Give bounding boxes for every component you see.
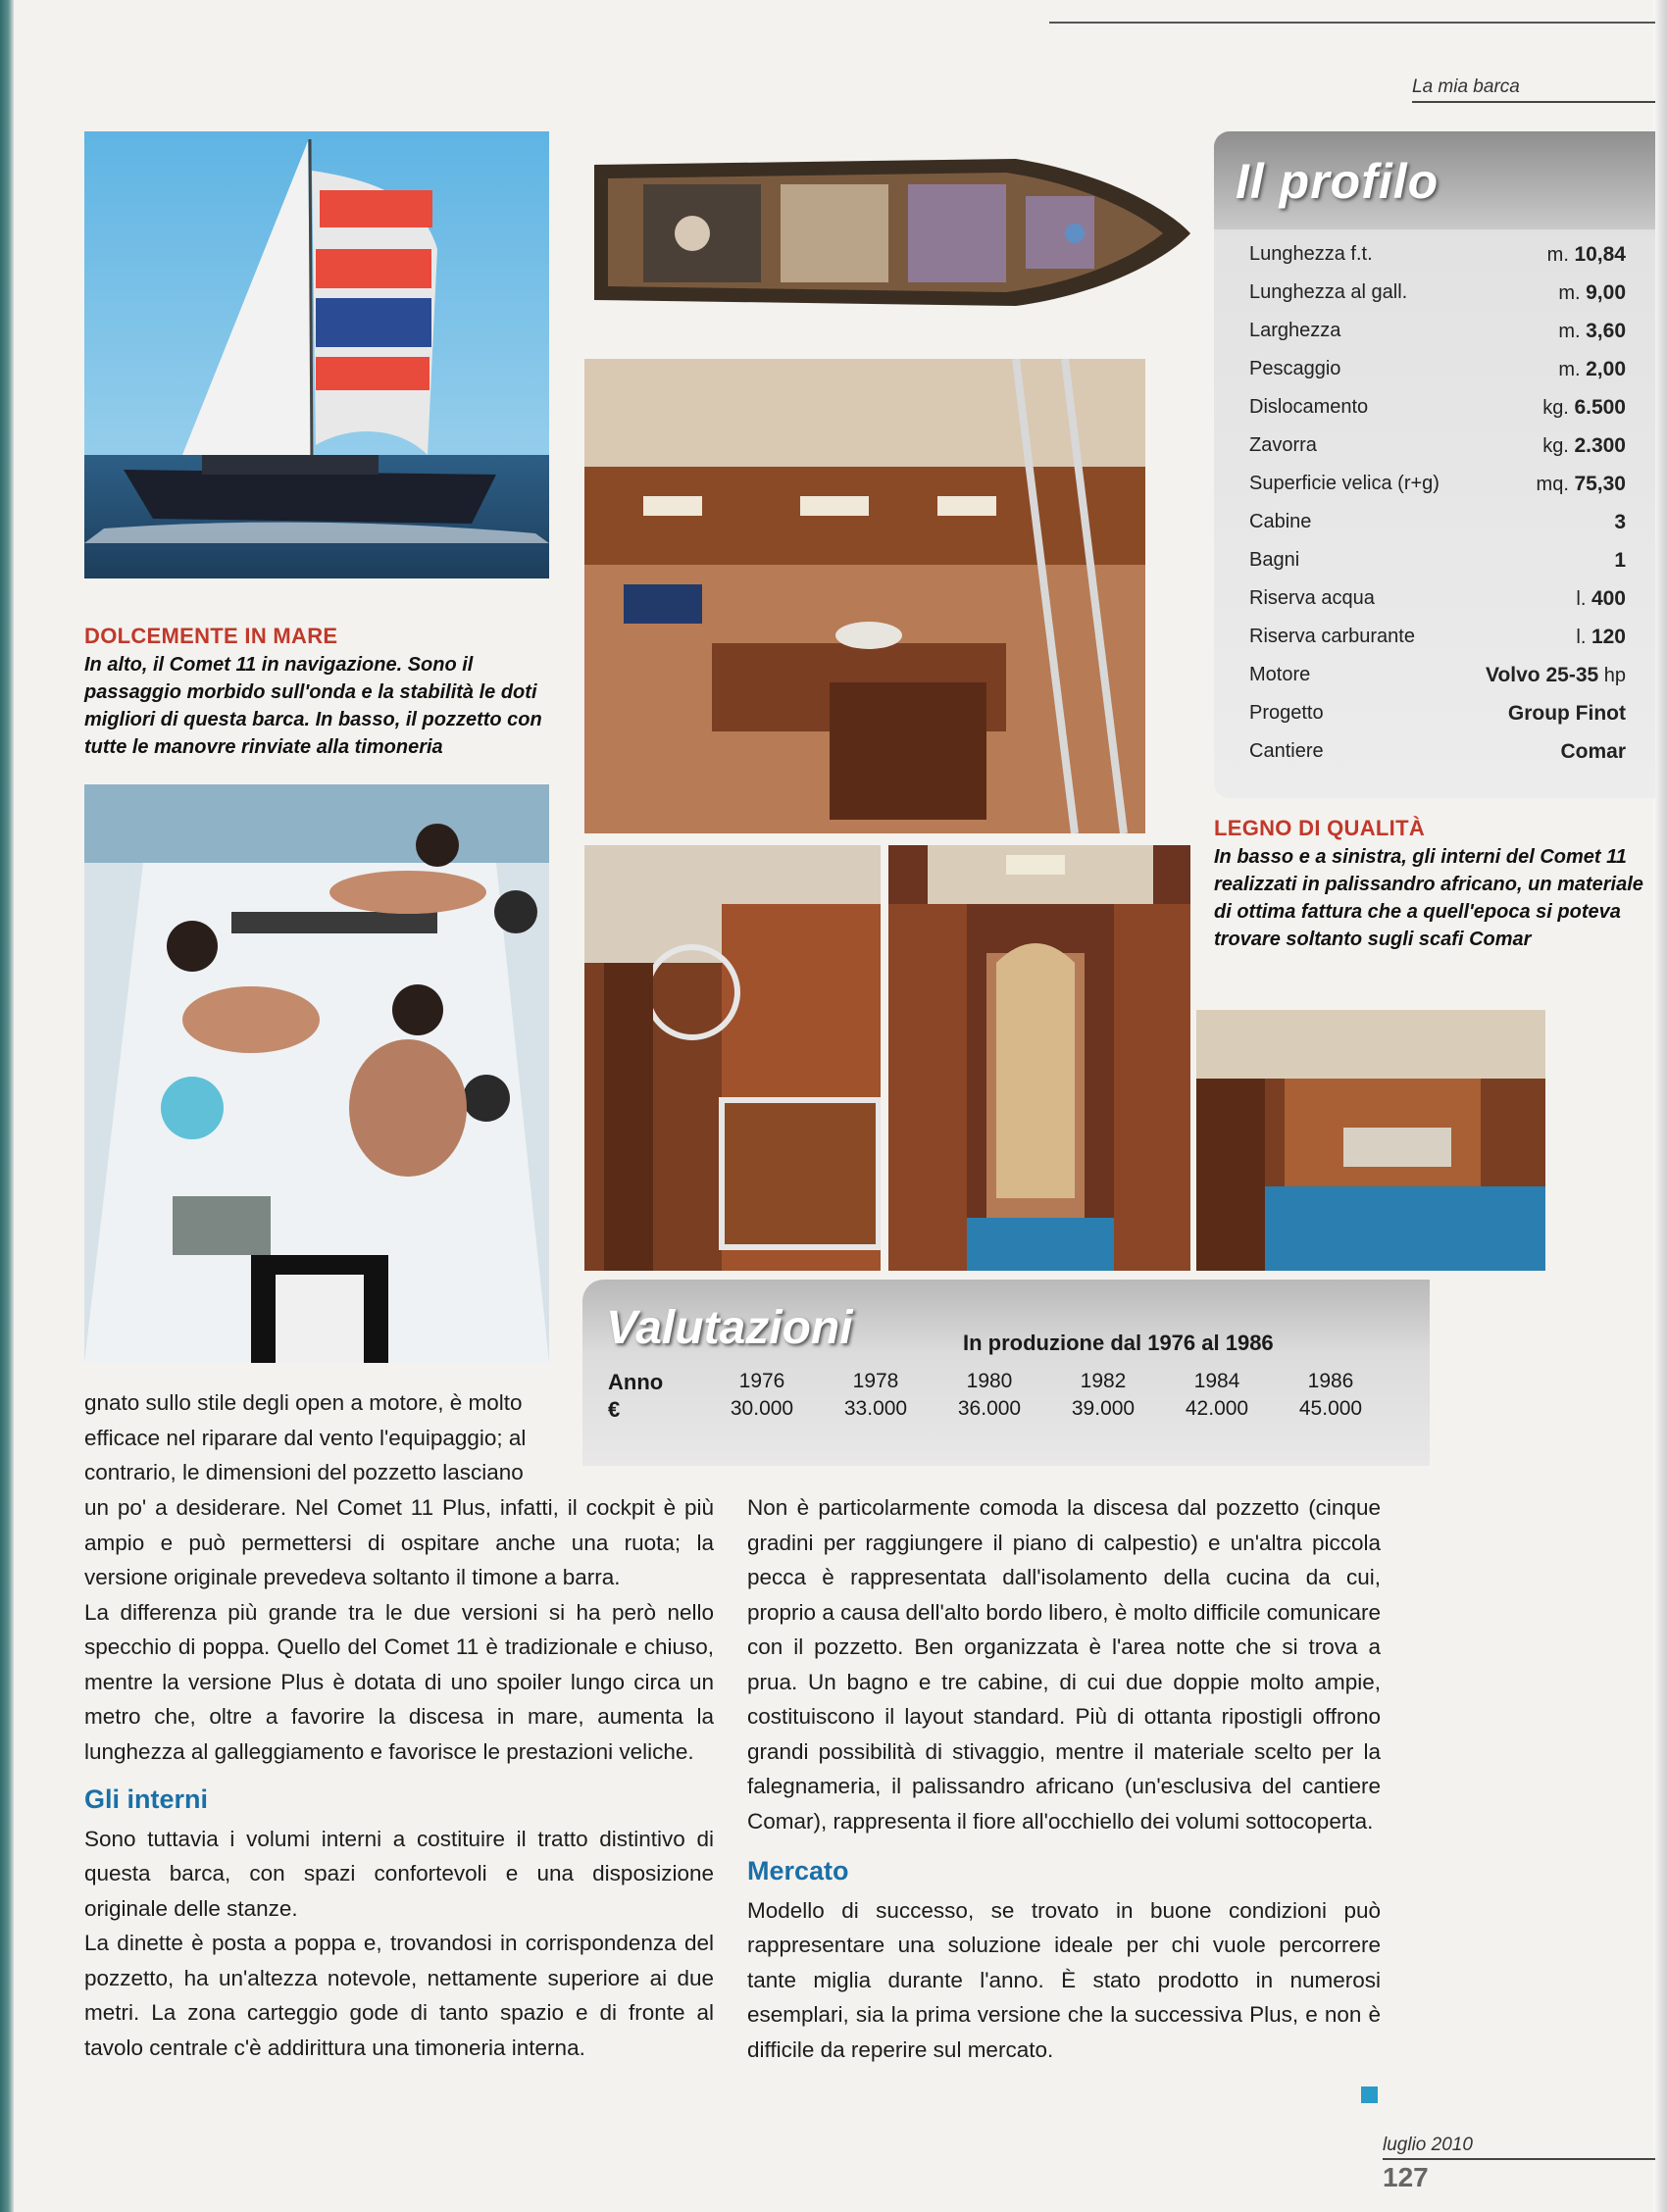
spec-value: kg. 2.300 bbox=[1542, 434, 1626, 457]
spec-label: Cabine bbox=[1249, 511, 1312, 532]
spec-value: Volvo 25-35 hp bbox=[1486, 664, 1626, 686]
caption-interior-text: In basso e a sinistra, gli interni del Comet 11 realizzati in palissandro africano, un materiale di ottima fattura che a quell'epoca si poteva trovare soltanto sugli scafi Comar bbox=[1214, 846, 1643, 950]
valuation-price: 42.000 bbox=[1185, 1397, 1249, 1420]
valuations-year-label: Anno bbox=[608, 1370, 664, 1394]
spec-row-design bbox=[1249, 694, 1626, 732]
spec-label: Bagni bbox=[1249, 549, 1300, 571]
article-paragraph: Non è particolarmente comoda la discesa dal pozzetto (cinque gradini per raggiungere il piano di calpestio) e un'altra piccola pecca è rappresentata dall'isolamento della cucina da cui, proprio a causa dell'alto bordo libero, è molto difficile comunicare con il pozzetto. Ben organizzata è l'area notte che si trova a prua. Un bagno e tre cabine, di cui due doppie molto ampie, costituiscono il layout standard. Più di ottanta ripostigli offrono grandi possibilità di stivaggio, mentre il materiale scelto per la falegnameria, il palissandro africano (un'esclusiva del cantiere Comar), rappresenta il fiore all'occhiello dei volumi sottocoperta. bbox=[747, 1495, 1381, 1834]
spec-row-beam bbox=[1249, 312, 1626, 350]
spec-label: Lunghezza f.t. bbox=[1249, 243, 1373, 265]
spec-label: Dislocamento bbox=[1249, 396, 1369, 418]
footer-rule bbox=[1383, 2158, 1655, 2160]
spec-row-water bbox=[1249, 579, 1626, 618]
valuation-price: 30.000 bbox=[730, 1397, 794, 1420]
spec-row-draft bbox=[1249, 350, 1626, 388]
valuation-year: 1982 bbox=[1080, 1370, 1127, 1392]
article-line: gnato sullo stile degli open a motore, è molto bbox=[84, 1390, 523, 1415]
section-label: La mia barca bbox=[1412, 76, 1520, 97]
sailing-photo bbox=[84, 131, 549, 578]
spec-label: Progetto bbox=[1249, 702, 1324, 724]
cabin-photo bbox=[1196, 1010, 1545, 1271]
deck-plan-photo bbox=[584, 145, 1192, 320]
section-rule bbox=[1412, 101, 1655, 103]
spec-label: Superficie velica (r+g) bbox=[1249, 473, 1440, 494]
spec-row-sail-area bbox=[1249, 465, 1626, 503]
spec-row-displacement bbox=[1249, 388, 1626, 427]
article-line: efficace nel riparare dal vento l'equipaggio; al bbox=[84, 1425, 527, 1450]
caption-top-title: DOLCEMENTE IN MARE bbox=[84, 624, 338, 648]
spec-label: Larghezza bbox=[1249, 320, 1341, 341]
article-paragraph: Modello di successo, se trovato in buone condizioni può rappresentare una soluzione ideale per chi vuole percorrere tante miglia durante l'anno. È stato prodotto in numerosi esemplari, sia la prima versione che la successiva Plus, e non è difficile da reperire sul mercato. bbox=[747, 1897, 1381, 2062]
spec-row-ballast bbox=[1249, 427, 1626, 465]
spec-value: Comar bbox=[1560, 740, 1626, 763]
article-left-intro bbox=[84, 1385, 553, 1490]
spec-value: kg. 6.500 bbox=[1542, 396, 1626, 419]
spec-row-fuel bbox=[1249, 618, 1626, 656]
valuations-subtitle: In produzione dal 1976 al 1986 bbox=[963, 1331, 1274, 1355]
spec-row-cabins bbox=[1249, 503, 1626, 541]
article-paragraph: un po' a desiderare. Nel Comet 11 Plus, infatti, il cockpit è più ampio e può permettersi di ospitare anche una ruota; la versione originale prevedeva soltanto il timone a barra. bbox=[84, 1495, 714, 1589]
interni-heading: Gli interni bbox=[84, 1785, 209, 1814]
spec-label: Riserva acqua bbox=[1249, 587, 1375, 609]
page-left-edge bbox=[0, 0, 14, 2212]
top-rule bbox=[1049, 22, 1655, 24]
spec-value: 1 bbox=[1614, 549, 1626, 572]
end-of-article-square bbox=[1361, 2086, 1378, 2103]
spec-value: m. 2,00 bbox=[1558, 358, 1626, 380]
article-right-column bbox=[747, 1490, 1381, 2067]
spec-row-engine bbox=[1249, 656, 1626, 694]
article-paragraph: La differenza più grande tra le due versioni si ha però nello specchio di poppa. Quello del Comet 11 è tradizionale e chiuso, mentre la versione Plus è dotata di uno spoiler lungo circa un metro che, oltre a favorire la discesa in mare, aumenta la lunghezza al galleggiamento e favorisce le prestazioni veliche. bbox=[84, 1599, 714, 1764]
spec-label: Pescaggio bbox=[1249, 358, 1341, 379]
spec-label: Zavorra bbox=[1249, 434, 1317, 456]
page-number: 127 bbox=[1383, 2162, 1429, 2192]
footer-date: luglio 2010 bbox=[1383, 2135, 1473, 2155]
caption-interior-title: LEGNO DI QUALITÀ bbox=[1214, 816, 1426, 840]
mercato-heading: Mercato bbox=[747, 1856, 849, 1885]
spec-row-waterline bbox=[1249, 274, 1626, 312]
saloon-photo bbox=[584, 359, 1145, 833]
valuation-price: 33.000 bbox=[843, 1397, 908, 1420]
valuation-year: 1976 bbox=[738, 1370, 785, 1392]
valuation-year: 1984 bbox=[1193, 1370, 1240, 1392]
valuations-title: Valutazioni bbox=[606, 1302, 853, 1354]
valuation-price: 39.000 bbox=[1071, 1397, 1136, 1420]
spec-label: Lunghezza al gall. bbox=[1249, 281, 1408, 303]
valuation-price: 45.000 bbox=[1298, 1397, 1363, 1420]
spec-value: Group Finot bbox=[1507, 702, 1626, 725]
page-right-edge bbox=[1653, 0, 1667, 2212]
spec-value: l. 400 bbox=[1576, 587, 1626, 610]
article-line: contrario, le dimensioni del pozzetto lasciano bbox=[84, 1460, 524, 1484]
spec-value: l. 120 bbox=[1576, 626, 1626, 648]
article-paragraph: Sono tuttavia i volumi interni a costituire il tratto distintivo di questa barca, con spazi confortevoli e una disposizione originale delle stanze. bbox=[84, 1826, 714, 1921]
valuations-box bbox=[582, 1280, 1430, 1466]
spec-row-bathrooms bbox=[1249, 541, 1626, 579]
spec-label: Cantiere bbox=[1249, 740, 1324, 762]
spec-value: m. 3,60 bbox=[1558, 320, 1626, 342]
valuation-year: 1980 bbox=[966, 1370, 1013, 1392]
spec-value: 3 bbox=[1614, 511, 1626, 533]
valuation-year: 1986 bbox=[1307, 1370, 1354, 1392]
spec-value: m. 10,84 bbox=[1546, 243, 1626, 266]
article-left-column bbox=[84, 1490, 714, 2065]
spec-row-shipyard bbox=[1249, 732, 1626, 771]
valuations-price-label: € bbox=[608, 1397, 621, 1422]
corridor-photo bbox=[888, 845, 1190, 1271]
spec-label: Riserva carburante bbox=[1249, 626, 1415, 647]
valuation-price: 36.000 bbox=[957, 1397, 1022, 1420]
caption-top-text: In alto, il Comet 11 in navigazione. Sono il passaggio morbido sull'onda e la stabilità le doti migliori di questa barca. In basso, il pozzetto con tutte le manovre rinviate alla timoneria bbox=[84, 654, 542, 758]
spec-row-length-overall bbox=[1249, 235, 1626, 274]
spec-value: mq. 75,30 bbox=[1536, 473, 1626, 495]
cockpit-photo bbox=[84, 784, 549, 1363]
spec-label: Motore bbox=[1249, 664, 1311, 685]
article-paragraph: La dinette è posta a poppa e, trovandosi in corrispondenza del pozzetto, ha un'altezza notevole, nettamente superiore ai due metri. La zona carteggio gode di tanto spazio e di fronte al tavolo centrale c'è addirittura una timoneria interna. bbox=[84, 1931, 714, 2060]
profile-title: Il profilo bbox=[1236, 154, 1440, 209]
chart-table-photo bbox=[584, 845, 881, 1271]
spec-value: m. 9,00 bbox=[1558, 281, 1626, 304]
valuation-year: 1978 bbox=[852, 1370, 899, 1392]
profile-box bbox=[1214, 131, 1655, 798]
